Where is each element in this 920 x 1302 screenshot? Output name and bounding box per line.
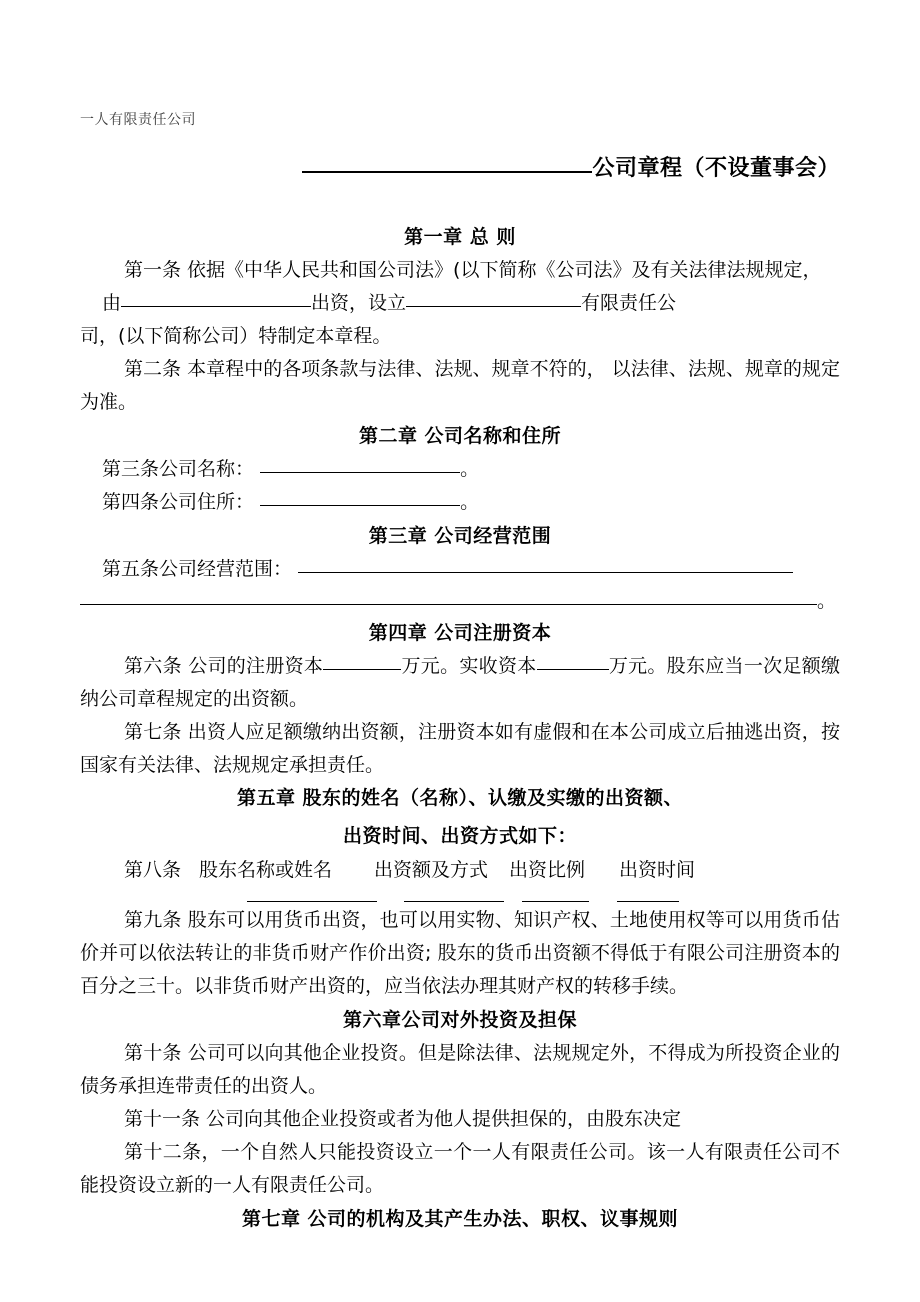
column-header-contribution-amount-and-method: 出资额及方式 (374, 859, 489, 881)
business-scope-blank-line-1[interactable] (298, 554, 793, 573)
column-header-contribution-ratio: 出资比例 (509, 859, 586, 881)
article-1-seg-by: 由 (102, 292, 122, 314)
company-address-field-blank[interactable] (260, 487, 460, 506)
article-10-text: 第十条 公司可以向其他企业投资。但是除法律、法规规定外，不得成为所投资企业的债务承担连带责任的出资人。 (80, 1042, 840, 1097)
chapter-heading-6: 第六章公司对外投资及担保 (342, 1009, 577, 1031)
chapter-heading-3: 第三章 公司经营范围 (368, 525, 552, 547)
article-1-line-3: 司，(以下简称公司）特制定本章程。 (80, 325, 392, 347)
article-4-row (80, 486, 840, 519)
article-12-text: 第十二条，一个自然人只能投资设立一个一人有限责任公司。该一人有限责任公司不能投资设立新的一人有限责任公司。 (80, 1141, 840, 1196)
column-header-contribution-date: 出资时间 (619, 859, 696, 881)
document-title-text: 公司章程（不设董事会） (592, 156, 840, 181)
article-8-label: 第八条 (124, 859, 182, 881)
company-name-blank[interactable] (406, 288, 581, 307)
article-6-seg-3: 万元。股东应当一次足额缴纳公司章程规定的出资额。 (80, 655, 840, 710)
article-5-row (80, 553, 840, 586)
column-header-shareholder-name: 股东名称或姓名 (199, 859, 333, 881)
shareholder-contribution-table (80, 854, 840, 902)
article-5-label: 第五条公司经营范围： (102, 558, 293, 580)
chapter-heading-7: 第七章 公司的机构及其产生办法、职权、议事规则 (241, 1208, 679, 1230)
article-1-seg-invest: 出资，设立 (311, 292, 407, 314)
document-header-label: 一人有限责任公司 (80, 112, 196, 128)
document-title (80, 152, 840, 186)
article-5-suffix: 。 (817, 590, 837, 612)
article-1-seg-ltd: 有限责任公 (581, 292, 677, 314)
article-11-text: 第十一条 公司向其他企业投资或者为他人提供担保的，由股东决定 (124, 1108, 682, 1130)
paid-in-capital-blank[interactable] (537, 651, 609, 670)
article-6-seg-1: 第六条 公司的注册资本 (124, 655, 324, 677)
article-1-line-2 (80, 287, 840, 320)
chapter-heading-2: 第二章 公司名称和住所 (358, 425, 562, 447)
article-6-seg-2: 万元。实收资本 (401, 655, 537, 677)
title-fill-in-blank[interactable] (302, 171, 592, 173)
article-4-suffix: 。 (460, 491, 480, 513)
business-scope-blank-line-2[interactable] (80, 586, 817, 605)
row-spacer (80, 901, 247, 902)
article-6-text (80, 650, 840, 716)
registered-capital-blank[interactable] (323, 651, 401, 670)
chapter-heading-1: 第一章 总 则 (404, 226, 516, 248)
chapter-heading-5-line-2: 出资时间、出资方式如下： (342, 825, 577, 847)
cell-blank-contribution-amount[interactable] (404, 901, 504, 902)
article-4-label: 第四条公司住所： (102, 491, 255, 513)
article-1-line-1: 第一条 依据《中华人民共和国公司法》(以下简称《公司法》及有关法律法规规定， (124, 259, 822, 281)
document-body (80, 110, 840, 1236)
article-2-text: 第二条 本章程中的各项条款与法律、法规、规章不符的， 以法律、法规、规章的规定为准。 (80, 358, 840, 413)
article-3-suffix: 。 (460, 458, 480, 480)
chapter-heading-5-line-1: 第五章 股东的姓名（名称）、认缴及实缴的出资额、 (236, 787, 684, 809)
article-7-text: 第七条 出资人应足额缴纳出资额，注册资本如有虚假和在本公司成立后抽逃出资，按国家有关法律、法规规定承担责任。 (80, 721, 840, 776)
article-3-row (80, 453, 840, 486)
cell-blank-contribution-date[interactable] (617, 901, 679, 902)
chapter-heading-4: 第四章 公司注册资本 (368, 622, 552, 644)
company-name-field-blank[interactable] (260, 454, 460, 473)
table-header-row (80, 854, 840, 887)
article-5-row-continued (80, 586, 840, 616)
contributor-name-blank[interactable] (121, 288, 311, 307)
table-row (80, 901, 840, 902)
cell-blank-shareholder-name[interactable] (247, 901, 377, 902)
article-3-label: 第三条公司名称： (102, 458, 255, 480)
article-9-text: 第九条 股东可以用货币出资，也可以用实物、知识产权、土地使用权等可以用货币估价并可以依法转让的非货币财产作价出资; 股东的货币出资额不得低于有限公司注册资本的百分之三十。以非货币财产出资的，应当依法办理其财产权的转移手续。 (80, 909, 840, 997)
cell-blank-contribution-ratio[interactable] (522, 901, 589, 902)
